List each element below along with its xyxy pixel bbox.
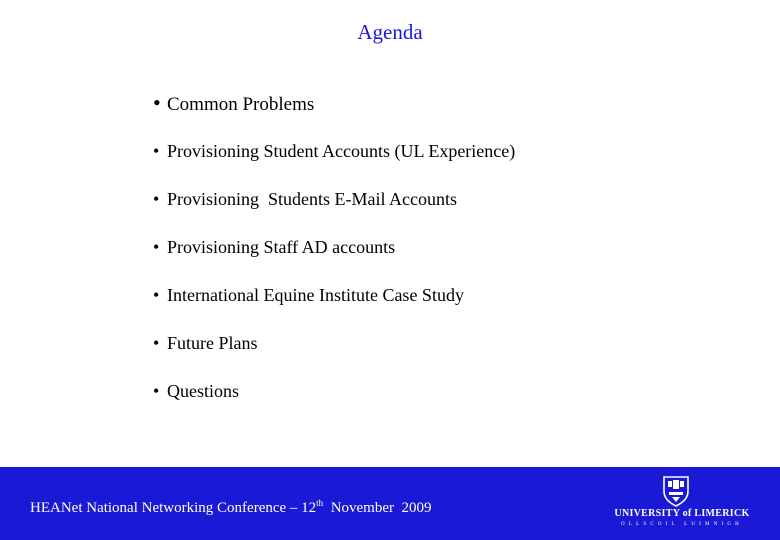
agenda-item-label: International Equine Institute Case Study — [167, 285, 464, 305]
list-item — [153, 136, 515, 184]
list-item — [153, 280, 515, 328]
bullet-icon: • — [153, 189, 160, 209]
university-crest-icon — [661, 475, 691, 507]
university-logo-subtitle: OLLSCOIL LUIMNIGH — [621, 522, 743, 527]
footer-text-superscript: th — [316, 498, 324, 508]
agenda-list — [153, 88, 515, 424]
list-item — [153, 88, 515, 136]
agenda-item-label: Provisioning Staff AD accounts — [167, 237, 396, 257]
bullet-icon: • — [153, 237, 160, 257]
bullet-icon: • — [153, 141, 160, 161]
footer-conference-text — [30, 498, 432, 517]
university-logo-name: UNIVERSITY of LIMERICK — [614, 508, 750, 519]
list-item — [153, 232, 515, 280]
agenda-item-label: Provisioning Student Accounts (UL Experience) — [167, 141, 516, 161]
footer-text-main: HEANet National Networking Conference – 12 — [30, 500, 317, 516]
agenda-item-label: Future Plans — [167, 333, 258, 353]
bullet-icon: • — [153, 381, 160, 401]
agenda-item-label: Questions — [167, 381, 239, 401]
bullet-icon: • — [153, 90, 161, 115]
bullet-icon: • — [153, 333, 160, 353]
agenda-item-label: Common Problems — [167, 94, 315, 115]
list-item — [153, 328, 515, 376]
bullet-icon: • — [153, 285, 160, 305]
agenda-item-label: Provisioning Students E-Mail Accounts — [167, 189, 457, 209]
footer-text-date: November 2009 — [323, 500, 432, 516]
slide-title: Agenda — [357, 20, 423, 44]
list-item — [153, 376, 515, 424]
list-item — [153, 184, 515, 232]
